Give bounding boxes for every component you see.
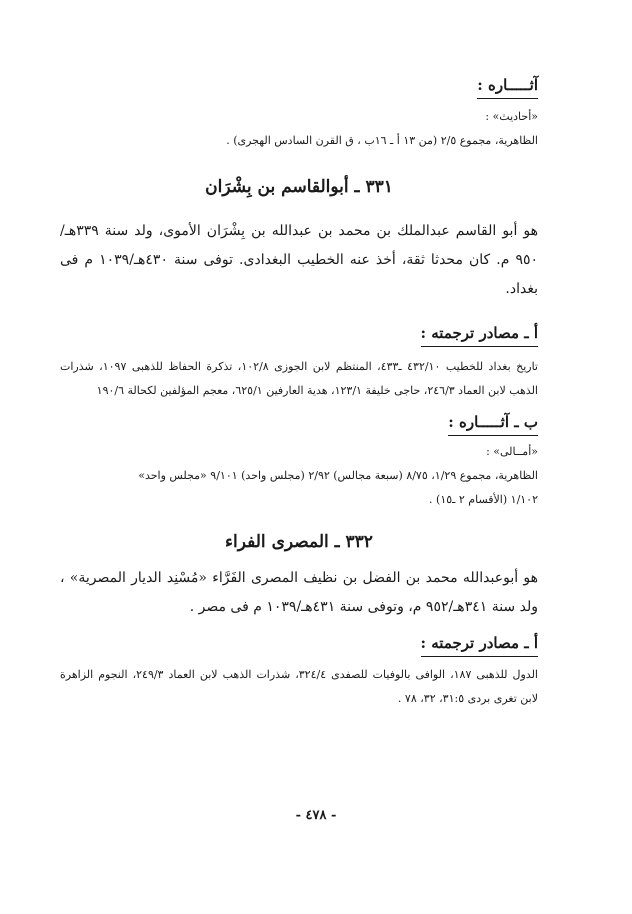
works-list [60, 105, 538, 153]
entry-332-sources: الدول للذهبى ١٨٧، الوافى بالوفيات للصفدى ٣٢٤/٤، شذرات الذهب لابن العماد ٢٤٩/٣، النجوم الزاهرة لابن تغرى بردى ٣١:٥، ٣٢، ٧٨ . [60, 668, 538, 705]
entry-331-title: ٣٣١ ـ أبوالقاسم بن بِشْرَان [205, 177, 393, 197]
entry-331-works [60, 440, 538, 512]
work-location: الظاهرية، مجموع ٢/٥ (من ١٣ أ ـ ١٦ب ، ق القرن السادس الهجرى) . [226, 134, 538, 147]
entry-332-sources-heading [60, 632, 538, 657]
entry-331-sources-heading [60, 322, 538, 347]
entry-331-work-line-2: ١/١٠٢ (الأقسام ٢ ـ١٥) . [429, 493, 538, 506]
entry-331-bio: هو أبو القاسم عبدالملك بن محمد بن عبدالله بن بِشْرَان الأموى، ولد سنة ٣٣٩هـ/٩٥٠ م. كان محدثا ثقة، أخذ عنه الخطيب البغدادى. توفى سنة ٤٣٠هـ/١٠٣٩ م فى بغداد. [60, 223, 538, 297]
works-heading [60, 74, 538, 99]
entry-332-title: ٣٣٢ ـ المصرى الفراء [225, 532, 373, 552]
works-heading-label: آثـــــاره : [477, 74, 538, 99]
page-number: - ٤٧٨ - [295, 808, 337, 823]
entry-331-work-title: «أمــالى» : [486, 445, 538, 458]
work-title: «أحاديث» : [485, 110, 538, 123]
entry-331-works-heading [60, 411, 538, 436]
entry-331-works-label: ب ـ آثـــــاره : [448, 411, 538, 436]
entry-331-work-line-1: الظاهرية، مجموع ١/٢٩، ٨/٧٥ (سبعة مجالس) ٢/٩٢ (مجلس واحد) ٩/١٠١ «مجلس واحد» [138, 469, 538, 482]
entry-331-sources: تاريخ بغداد للخطيب ٤٣٢/١٠ ـ٤٣٣، المنتظم لابن الجوزى ١٠٢/٨، تذكرة الحفاظ للذهبى ١٠٩٧، شذرات الذهب لابن العماد ٢٤٦/٣، حاجى خليفة ١٢٣/١، هدية العارفين ٦٢٥/١، معجم المؤلفين لكحالة ١٩٠/٦ [60, 360, 538, 397]
entry-331-sources-label: أ ـ مصادر ترجمته : [421, 322, 539, 347]
entry-332-sources-label: أ ـ مصادر ترجمته : [421, 632, 539, 657]
entry-332-bio: هو أبوعبدالله محمد بن الفضل بن نظيف المصرى الفَرَّاء «مُسْنِد الديار المصرية» ، ولد سنة ٣٤١هـ/٩٥٢ م، وتوفى سنة ٤٣١هـ/١٠٣٩ م فى مصر . [60, 570, 538, 615]
document-page [60, 60, 538, 711]
